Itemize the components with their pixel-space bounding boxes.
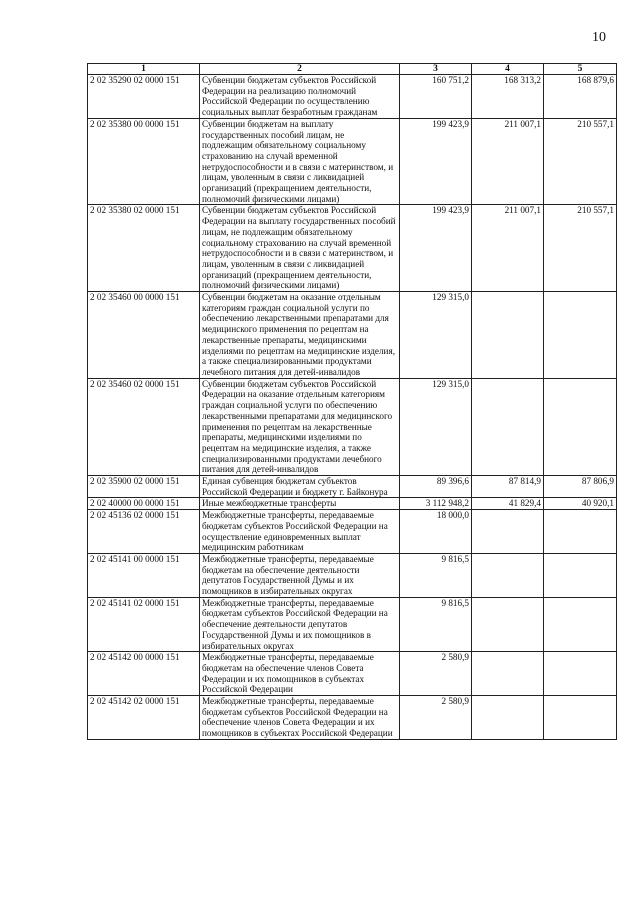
table-row — [88, 378, 617, 475]
value-col4-cell: 41 829,4 — [472, 498, 544, 510]
value-col3-cell: 9 816,5 — [400, 597, 472, 652]
value-col4-cell — [472, 378, 544, 475]
value-col3-cell: 199 423,9 — [400, 118, 472, 205]
value-col3-cell: 18 000,0 — [400, 510, 472, 554]
column-header-1: 1 — [88, 64, 200, 75]
budget-code-cell: 2 02 40000 00 0000 151 — [88, 498, 200, 510]
value-col5-cell — [544, 597, 617, 652]
description-cell: Межбюджетные трансферты, передаваемые бюджетам на обеспечение членов Совета Федерации и их помощников в субъектах Российской Федерации — [200, 652, 400, 696]
table-row — [88, 498, 617, 510]
budget-code-cell: 2 02 45141 00 0000 151 — [88, 553, 200, 597]
budget-code-cell: 2 02 35460 00 0000 151 — [88, 292, 200, 379]
value-col4-cell: 211 007,1 — [472, 118, 544, 205]
table-row — [88, 510, 617, 554]
description-cell: Единая субвенция бюджетам субъектов Российской Федерации и бюджету г. Байконура — [200, 476, 400, 498]
value-col5-cell: 168 879,6 — [544, 75, 617, 119]
value-col5-cell — [544, 510, 617, 554]
value-col3-cell: 9 816,5 — [400, 553, 472, 597]
budget-code-cell: 2 02 45142 00 0000 151 — [88, 652, 200, 696]
budget-code-cell: 2 02 45136 02 0000 151 — [88, 510, 200, 554]
table-row — [88, 118, 617, 205]
value-col4-cell — [472, 652, 544, 696]
value-col3-cell: 2 580,9 — [400, 696, 472, 740]
value-col4-cell — [472, 597, 544, 652]
value-col3-cell: 129 315,0 — [400, 292, 472, 379]
column-header-3: 3 — [400, 64, 472, 75]
table-row — [88, 75, 617, 119]
column-header-2: 2 — [200, 64, 400, 75]
description-cell: Субвенции бюджетам субъектов Российской Федерации на реализацию полномочий Российской Федерации по осуществлению социальных выплат безработным гражданам — [200, 75, 400, 119]
value-col5-cell — [544, 553, 617, 597]
budget-code-cell: 2 02 35900 02 0000 151 — [88, 476, 200, 498]
table-row — [88, 553, 617, 597]
value-col5-cell — [544, 696, 617, 740]
description-cell: Субвенции бюджетам на оказание отдельным категориям граждан социальной услуги по обеспечению лекарственными препаратами для медицинского применения по рецептам на лекарственные препараты, медицинскими изделиями по рецептам на медицинские изделия, а также специализированными продуктами лечебного питания для детей-инвалидов — [200, 292, 400, 379]
table-row — [88, 205, 617, 292]
value-col5-cell — [544, 652, 617, 696]
column-header-4: 4 — [472, 64, 544, 75]
budget-code-cell: 2 02 35290 02 0000 151 — [88, 75, 200, 119]
value-col4-cell — [472, 553, 544, 597]
column-header-5: 5 — [544, 64, 617, 75]
value-col3-cell: 129 315,0 — [400, 378, 472, 475]
table-body — [88, 75, 617, 740]
value-col3-cell: 89 396,6 — [400, 476, 472, 498]
description-cell: Субвенции бюджетам субъектов Российской Федерации на выплату государственных пособий лицам, не подлежащим обязательному социальному страхованию на случай временной нетрудоспособности и в связи с материнством, и лицам, уволенным в связи с ликвидацией организаций (прекращением деятельности, полномочий физическими лицами) — [200, 205, 400, 292]
value-col5-cell — [544, 378, 617, 475]
value-col5-cell — [544, 292, 617, 379]
value-col4-cell: 87 814,9 — [472, 476, 544, 498]
value-col3-cell: 2 580,9 — [400, 652, 472, 696]
value-col5-cell: 210 557,1 — [544, 205, 617, 292]
table-row — [88, 476, 617, 498]
value-col4-cell: 168 313,2 — [472, 75, 544, 119]
description-cell: Иные межбюджетные трансферты — [200, 498, 400, 510]
value-col5-cell: 40 920,1 — [544, 498, 617, 510]
table-row — [88, 696, 617, 740]
table-row — [88, 652, 617, 696]
value-col4-cell — [472, 292, 544, 379]
description-cell: Межбюджетные трансферты, передаваемые бюджетам субъектов Российской Федерации на обеспечение деятельности депутатов Государственной Думы и их помощников в избирательных округах — [200, 597, 400, 652]
value-col3-cell: 160 751,2 — [400, 75, 472, 119]
description-cell: Межбюджетные трансферты, передаваемые бюджетам субъектов Российской Федерации на осуществление единовременных выплат медицинским работникам — [200, 510, 400, 554]
description-cell: Межбюджетные трансферты, передаваемые бюджетам субъектов Российской Федерации на обеспечение членов Совета Федерации и их помощников в субъектах Российской Федерации — [200, 696, 400, 740]
table-row — [88, 597, 617, 652]
budget-code-cell: 2 02 35380 00 0000 151 — [88, 118, 200, 205]
value-col4-cell: 211 007,1 — [472, 205, 544, 292]
value-col4-cell — [472, 510, 544, 554]
budget-code-cell: 2 02 35460 02 0000 151 — [88, 378, 200, 475]
budget-table — [87, 63, 617, 740]
value-col5-cell: 87 806,9 — [544, 476, 617, 498]
page-number: 10 — [592, 30, 606, 45]
description-cell: Межбюджетные трансферты, передаваемые бюджетам на обеспечение деятельности депутатов Государственной Думы и их помощников в избирательных округах — [200, 553, 400, 597]
table-header-row — [88, 64, 617, 75]
budget-code-cell: 2 02 45142 02 0000 151 — [88, 696, 200, 740]
value-col4-cell — [472, 696, 544, 740]
budget-code-cell: 2 02 45141 02 0000 151 — [88, 597, 200, 652]
budget-code-cell: 2 02 35380 02 0000 151 — [88, 205, 200, 292]
table-row — [88, 292, 617, 379]
description-cell: Субвенции бюджетам субъектов Российской Федерации на оказание отдельным категориям граждан социальной услуги по обеспечению лекарственными препаратами для медицинского применения по рецептам на лекарственные препараты, медицинскими изделиями по рецептам на медицинские изделия, а также специализированными продуктами лечебного питания для детей-инвалидов — [200, 378, 400, 475]
value-col3-cell: 199 423,9 — [400, 205, 472, 292]
value-col3-cell: 3 112 948,2 — [400, 498, 472, 510]
value-col5-cell: 210 557,1 — [544, 118, 617, 205]
description-cell: Субвенции бюджетам на выплату государственных пособий лицам, не подлежащим обязательному социальному страхованию на случай временной нетрудоспособности и в связи с материнством, и лицам, уволенным в связи с ликвидацией организаций (прекращением деятельности, полномочий физическими лицами) — [200, 118, 400, 205]
